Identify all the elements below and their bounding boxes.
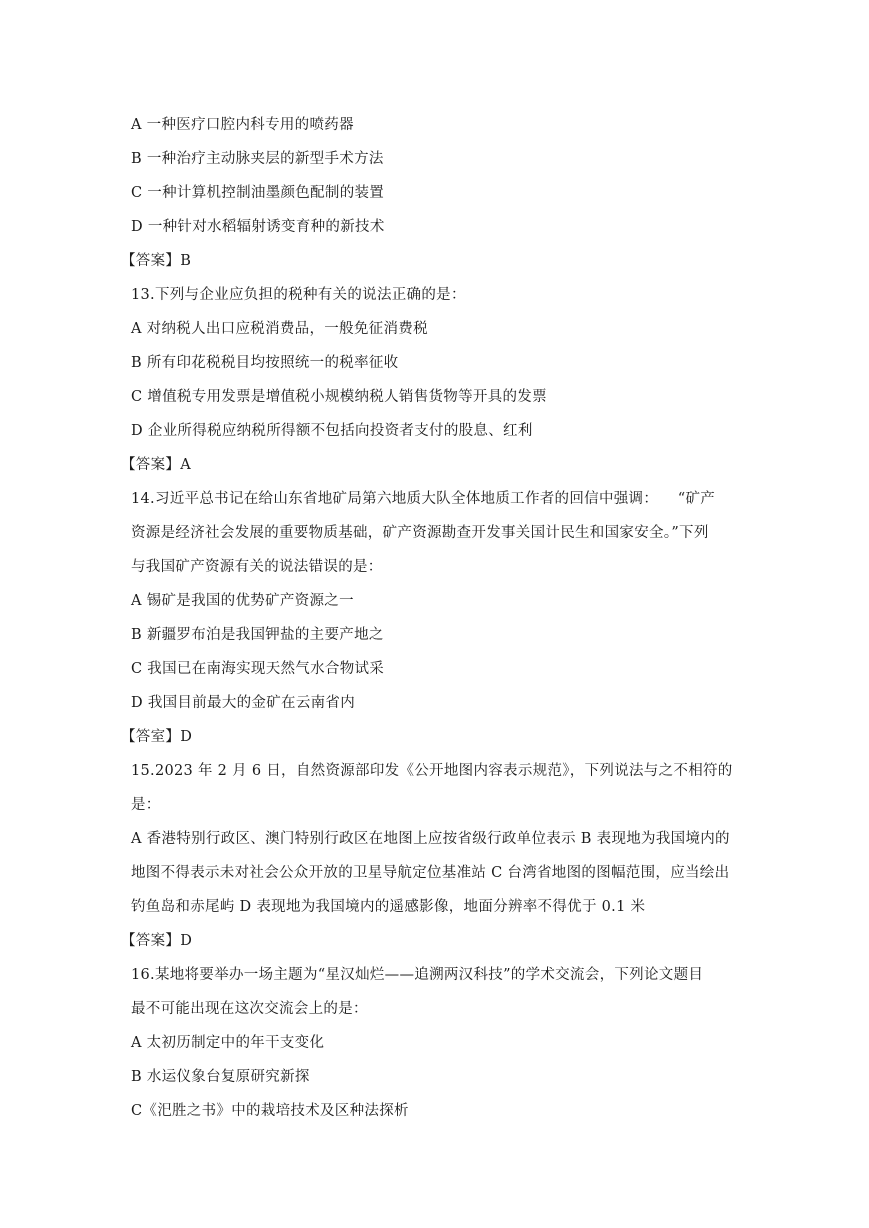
- q13-option-a: A 对纳税人出口应税消费品，一般免征消费税: [131, 321, 428, 337]
- q12-option-c: C 一种计算机控制油墨颜色配制的装置: [131, 185, 385, 201]
- q16-option-b: B 水运仪象台复原研究新探: [131, 1069, 310, 1085]
- q16-question-line-1: 16.某地将要举办一场主题为“星汉灿烂——追溯两汉科技”的学术交流会，下列论文题目: [131, 967, 704, 983]
- q12-option-b: B 一种治疗主动脉夹层的新型手术方法: [131, 151, 384, 167]
- q14-question-line-3: 与我国矿产资源有关的说法错误的是：: [131, 559, 383, 575]
- q14-option-c: C 我国已在南海实现天然气水合物试采: [131, 661, 385, 677]
- q13-option-c: C 增值税专用发票是增值税小规模纳税人销售货物等开具的发票: [131, 389, 547, 405]
- q15-options-line-1: A 香港特别行政区、澳门特别行政区在地图上应按省级行政单位表示 B 表现地为我国境内的: [131, 831, 730, 847]
- q14-option-d: D 我国目前最大的金矿在云南省内: [131, 695, 356, 711]
- q14-question-line-2: 资源是经济社会发展的重要物质基础，矿产资源勘查开发事关国计民生和国家安全。”下列: [131, 525, 709, 541]
- q16-option-a: A 太初历制定中的年干支变化: [131, 1035, 325, 1051]
- q14-answer: 【答室】D: [121, 729, 193, 745]
- q15-question-line-1: 15.2023 年 2 月 6 日，自然资源部印发《公开地图内容表示规范》，下列说法与之不相符的: [131, 763, 733, 779]
- q12-option-d: D 一种针对水稻辐射诱变育种的新技术: [131, 219, 385, 235]
- q14-option-a: A 锡矿是我国的优势矿产资源之一: [131, 593, 354, 609]
- q14-question-line-1: 14.习近平总书记在给山东省地矿局第六地质大队全体地质工作者的回信中强调： “矿产: [131, 491, 716, 507]
- q12-option-a: A 一种医疗口腔内科专用的喷药器: [131, 117, 354, 133]
- q15-options-line-2: 地图不得表示未对社会公众开放的卫星导航定位基准站 C 台湾省地图的图幅范围，应当绘出: [131, 865, 730, 881]
- q13-answer: 【答案】A: [121, 457, 191, 473]
- q16-option-c: C《汜胜之书》中的栽培技术及区种法探析: [131, 1103, 409, 1119]
- q16-question-line-2: 最不可能出现在这次交流会上的是：: [131, 1001, 368, 1017]
- q15-question-line-2: 是：: [131, 797, 161, 813]
- q15-options-line-3: 钓鱼岛和赤尾屿 D 表现地为我国境内的遥感影像，地面分辨率不得优于 0.1 米: [131, 899, 646, 915]
- q13-option-b: B 所有印花税税目均按照统一的税率征收: [131, 355, 399, 371]
- q14-option-b: B 新疆罗布泊是我国钾盐的主要产地之: [131, 627, 384, 643]
- page-content: [121, 108, 741, 1128]
- q13-option-d: D 企业所得税应纳税所得额不包括向投资者支付的股息、红利: [131, 423, 533, 439]
- q13-question: 13.下列与企业应负担的税种有关的说法正确的是：: [131, 287, 466, 303]
- q15-answer: 【答案】D: [121, 933, 193, 949]
- q12-answer: 【答案】B: [121, 253, 192, 269]
